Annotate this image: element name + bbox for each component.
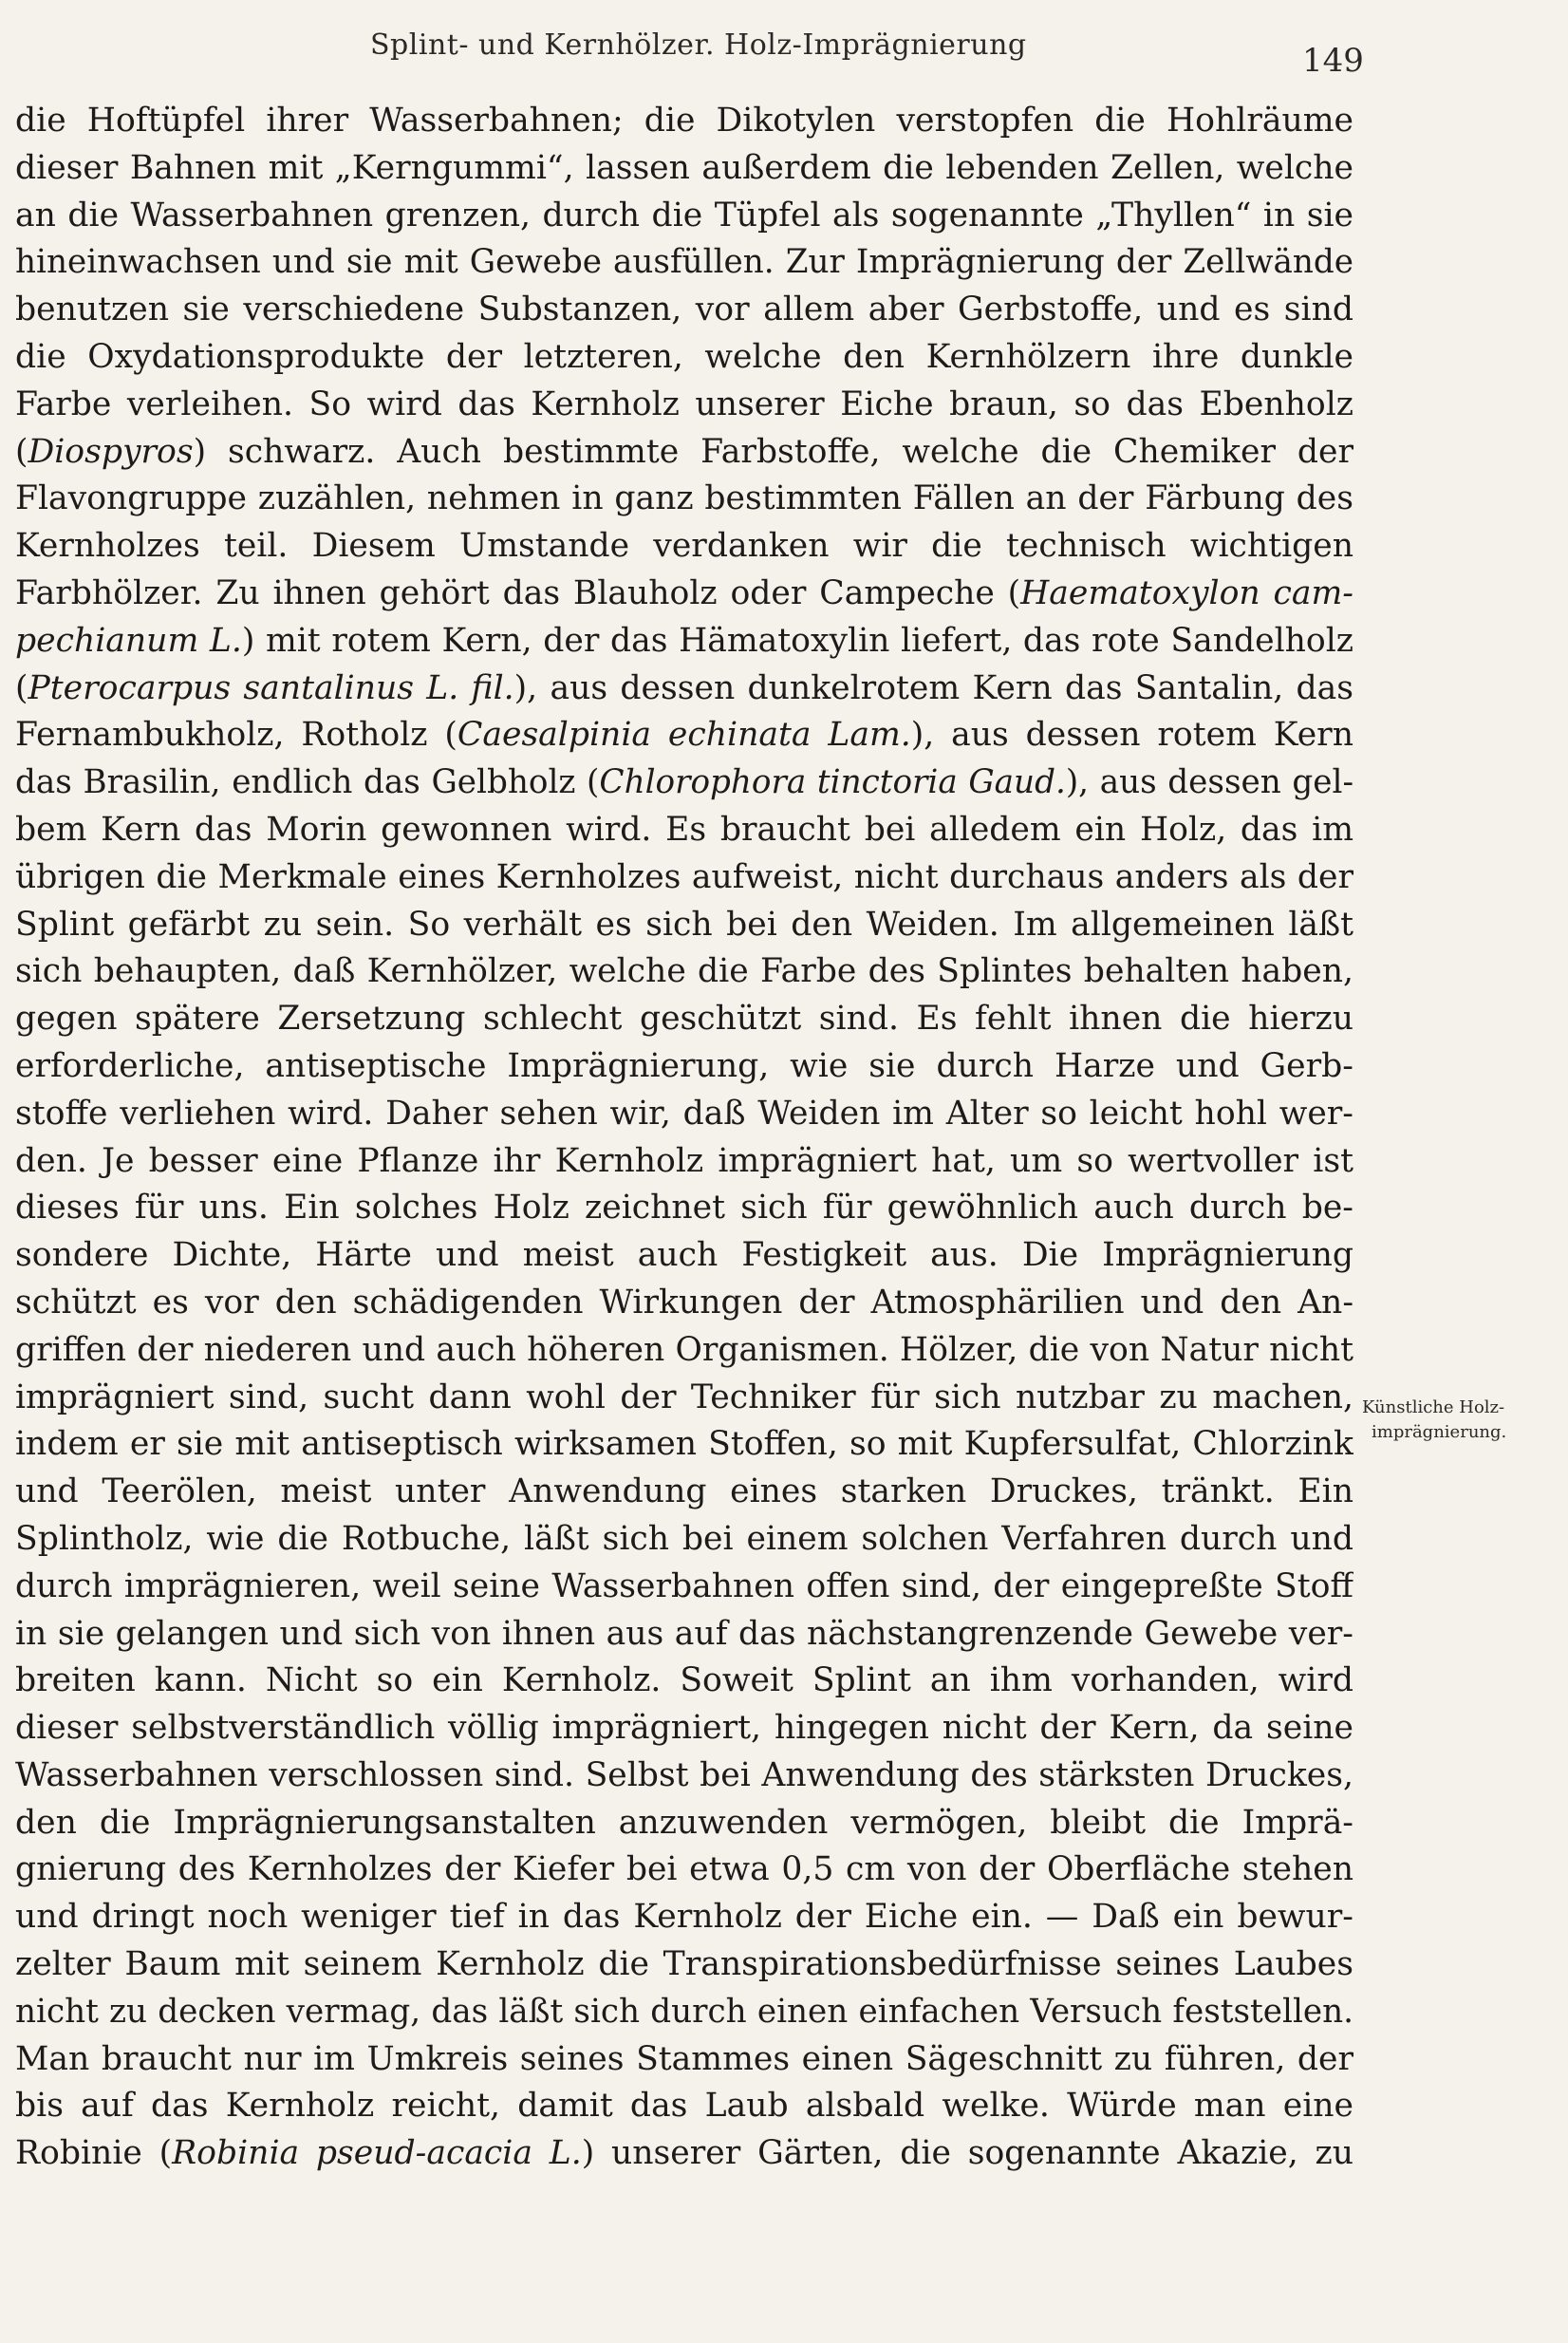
body-text <box>15 98 1353 2178</box>
text-line <box>15 1327 1353 1375</box>
text-line <box>15 571 1353 618</box>
text-segment: ( <box>15 668 28 707</box>
text-line <box>15 382 1353 429</box>
text-line <box>15 948 1353 996</box>
text-segment: ( <box>15 432 28 471</box>
text-segment: ), aus dessen rotem Kern <box>910 716 1353 755</box>
text-segment: an die Wasserbahnen grenzen, durch die Tüpfel als sogenannte „Thyllen“ in sie <box>15 196 1353 234</box>
text-segment: Fernambukholz, Rotholz ( <box>15 716 457 755</box>
italic-text: Pterocarpus santalinus L. fil. <box>28 668 514 707</box>
text-line <box>15 2036 1353 2084</box>
italic-text: Caesalpinia echinata Lam. <box>457 716 911 755</box>
text-line <box>15 996 1353 1043</box>
text-segment: die Oxydationsprodukte der letzteren, welche den Kernhölzern ihre dunkle <box>15 337 1353 376</box>
text-line <box>15 1800 1353 1847</box>
text-segment: Splint gefärbt zu sein. So verhält es sich bei den Weiden. Im allgemeinen läßt <box>15 905 1353 944</box>
text-line <box>15 193 1353 240</box>
text-line <box>15 902 1353 949</box>
text-segment: benutzen sie verschiedene Substanzen, vor allem aber Gerbstoffe, und es sind <box>15 291 1353 329</box>
text-segment: ) mit rotem Kern, der das Hämatoxylin liefert, das rote Sandelholz <box>241 621 1353 660</box>
text-line <box>15 807 1353 854</box>
text-segment: dieser selbstverständlich völlig imprägniert, hingegen nicht der Kern, da seine <box>15 1709 1353 1748</box>
text-line <box>15 334 1353 382</box>
text-segment: dieses für uns. Ein solches Holz zeichnet sich für gewöhnlich auch durch be- <box>15 1189 1353 1228</box>
text-line <box>15 618 1353 665</box>
italic-text: pechianum L. <box>15 621 242 660</box>
text-segment: zelter Baum mit seinem Kernholz die Transpirationsbedürfnisse seines Laubes <box>15 1945 1353 1984</box>
text-line <box>15 1846 1353 1894</box>
page-number: 149 <box>1302 42 1364 80</box>
text-segment: den. Je besser eine Pflanze ihr Kernholz imprägniert hat, um so wertvoller ist <box>15 1141 1353 1180</box>
text-line <box>15 1232 1353 1280</box>
text-line <box>15 1564 1353 1611</box>
text-line <box>15 429 1353 477</box>
text-line <box>15 1658 1353 1705</box>
text-line <box>15 1185 1353 1232</box>
text-line <box>15 1894 1353 1941</box>
text-line <box>15 287 1353 334</box>
text-segment: den die Imprägnierungsanstalten anzuwenden vermögen, bleibt die Imprä- <box>15 1803 1353 1842</box>
text-line <box>15 1421 1353 1469</box>
text-segment: die Hoftüpfel ihrer Wasserbahnen; die Dikotylen verstopfen die Hohlräume <box>15 102 1353 140</box>
text-segment: gnierung des Kernholzes der Kiefer bei etwa 0,5 cm von der Oberfläche stehen <box>15 1850 1353 1889</box>
text-line <box>15 239 1353 287</box>
text-segment: hineinwachsen und sie mit Gewebe ausfüllen. Zur Imprägnierung der Zellwände <box>15 243 1353 282</box>
text-segment: schützt es vor den schädigenden Wirkungen der Atmosphärilien und den An- <box>15 1283 1353 1321</box>
margin-note-line: imprägnierung. <box>1372 1422 1507 1442</box>
text-line <box>15 1375 1353 1422</box>
text-segment: Man braucht nur im Umkreis seines Stammes einen Sägeschnitt zu führen, der <box>15 2039 1353 2078</box>
text-segment: indem er sie mit antiseptisch wirksamen Stoffen, so mit Kupfersulfat, Chlorzink <box>15 1425 1353 1464</box>
text-line <box>15 98 1353 145</box>
text-segment: ) unserer Gärten, die sogenannte Akazie, zu <box>581 2134 1353 2173</box>
italic-text: Haematoxylon cam- <box>1020 573 1353 612</box>
text-line <box>15 759 1353 807</box>
text-line <box>15 1705 1353 1753</box>
text-segment: Robinie ( <box>15 2134 173 2173</box>
text-segment: sich behaupten, daß Kernhölzer, welche die Farbe des Splintes behalten haben, <box>15 952 1353 991</box>
text-segment: Farbhölzer. Zu ihnen gehört das Blauholz oder Campeche ( <box>15 573 1021 612</box>
margin-note-line: Künstliche Holz- <box>1362 1397 1505 1417</box>
text-segment: und Teerölen, meist unter Anwendung eines starken Druckes, tränkt. Ein <box>15 1472 1353 1511</box>
text-segment: ), aus dessen gel- <box>1065 763 1353 802</box>
text-segment: bem Kern das Morin gewonnen wird. Es braucht bei alledem ein Holz, das im <box>15 810 1353 849</box>
text-line <box>15 665 1353 713</box>
text-line <box>15 1280 1353 1327</box>
text-line <box>15 1043 1353 1091</box>
running-head: Splint- und Kernhölzer. Holz-Imprägnierung <box>370 28 1027 62</box>
text-line <box>15 1753 1353 1800</box>
text-segment: Kernholzes teil. Diesem Umstande verdanken wir die technisch wichtigen <box>15 527 1353 566</box>
text-line <box>15 1989 1353 2036</box>
text-line <box>15 2083 1353 2130</box>
text-line <box>15 2130 1353 2178</box>
italic-text: Diospyros <box>28 432 194 471</box>
text-line <box>15 854 1353 902</box>
text-segment: griffen der niederen und auch höheren Organismen. Hölzer, die von Natur nicht <box>15 1330 1353 1369</box>
text-segment: Wasserbahnen verschlossen sind. Selbst bei Anwendung des stärksten Druckes, <box>15 1755 1353 1794</box>
text-segment: imprägniert sind, sucht dann wohl der Techniker für sich nutzbar zu machen, <box>15 1378 1353 1416</box>
text-line <box>15 1091 1353 1138</box>
text-line <box>15 1941 1353 1989</box>
text-segment: ), aus dessen dunkelrotem Kern das Santalin, das <box>513 668 1353 707</box>
text-segment: Farbe verleihen. So wird das Kernholz unserer Eiche braun, so das Ebenholz <box>15 384 1353 423</box>
text-segment: erforderliche, antiseptische Imprägnierung, wie sie durch Harze und Gerb- <box>15 1046 1353 1085</box>
text-line <box>15 712 1353 759</box>
italic-text: Chlorophora tinctoria Gaud. <box>599 763 1066 802</box>
text-segment: Flavongruppe zuzählen, nehmen in ganz bestimmten Fällen an der Färbung des <box>15 479 1353 518</box>
text-segment: und dringt noch weniger tief in das Kernholz der Eiche ein. — Daß ein bewur- <box>15 1898 1353 1937</box>
text-segment: ) schwarz. Auch bestimmte Farbstoffe, welche die Chemiker der <box>193 432 1353 471</box>
margin-note <box>1362 1396 1506 1445</box>
text-segment: gegen spätere Zersetzung schlecht geschützt sind. Es fehlt ihnen die hierzu <box>15 1000 1353 1039</box>
text-line <box>15 1611 1353 1659</box>
text-line <box>15 523 1353 571</box>
text-line <box>15 1138 1353 1186</box>
text-line <box>15 476 1353 523</box>
text-segment: sondere Dichte, Härte und meist auch Festigkeit aus. Die Imprägnierung <box>15 1236 1353 1275</box>
text-segment: nicht zu decken vermag, das läßt sich durch einen einfachen Versuch feststellen. <box>15 1992 1353 2031</box>
text-line <box>15 1516 1353 1564</box>
text-segment: stoffe verliehen wird. Daher sehen wir, daß Weiden im Alter so leicht hohl wer- <box>15 1094 1353 1133</box>
text-segment: übrigen die Merkmale eines Kernholzes aufweist, nicht durchaus anders als der <box>15 857 1353 896</box>
italic-text: Robinia pseud-acacia L. <box>172 2134 582 2173</box>
text-segment: Splintholz, wie die Rotbuche, läßt sich bei einem solchen Verfahren durch und <box>15 1519 1353 1558</box>
text-line <box>15 1469 1353 1516</box>
text-segment: bis auf das Kernholz reicht, damit das Laub alsbald welke. Würde man eine <box>15 2087 1353 2126</box>
text-segment: durch imprägnieren, weil seine Wasserbahnen offen sind, der eingepreßte Stoff <box>15 1566 1353 1605</box>
text-line <box>15 145 1353 193</box>
text-segment: das Brasilin, endlich das Gelbholz ( <box>15 763 600 802</box>
text-segment: in sie gelangen und sich von ihnen aus auf das nächstangrenzende Gewebe ver- <box>15 1614 1353 1653</box>
text-segment: dieser Bahnen mit „Kerngummi“, lassen außerdem die lebenden Zellen, welche <box>15 148 1353 187</box>
text-segment: breiten kann. Nicht so ein Kernholz. Soweit Splint an ihm vorhanden, wird <box>15 1661 1353 1700</box>
